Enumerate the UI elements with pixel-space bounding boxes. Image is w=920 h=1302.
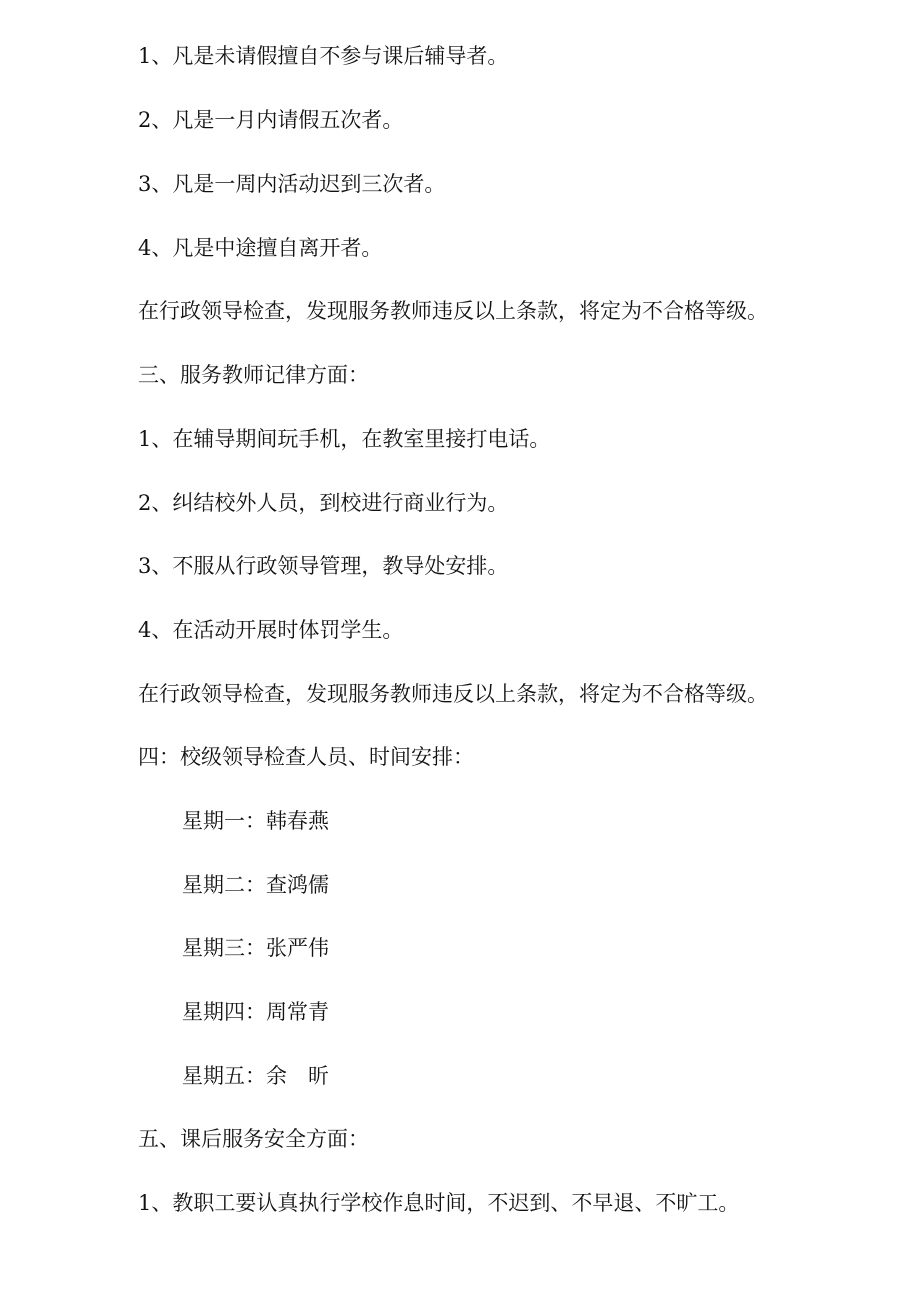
discipline-item-3: 3、不服从行政领导管理，教导处安排。 xyxy=(138,554,509,578)
schedule-tuesday: 星期二：查鸿儒 xyxy=(182,873,329,897)
schedule-friday: 星期五：余 昕 xyxy=(182,1064,329,1088)
schedule-wednesday: 星期三：张严伟 xyxy=(182,936,329,960)
rule-item-3-weekly-late: 3、凡是一周内活动迟到三次者。 xyxy=(138,172,446,196)
discipline-item-1: 1、在辅导期间玩手机，在教室里接打电话。 xyxy=(138,427,551,451)
section-heading-inspection-schedule: 四：校级领导检查人员、时间安排： xyxy=(138,745,474,769)
schedule-monday: 星期一：韩春燕 xyxy=(182,809,329,833)
conclusion-paragraph: 在行政领导检查，发现服务教师违反以上条款，将定为不合格等级。 xyxy=(138,299,768,323)
conclusion-paragraph-2: 在行政领导检查，发现服务教师违反以上条款，将定为不合格等级。 xyxy=(138,682,768,706)
rule-item-4-leaving-early: 4、凡是中途擅自离开者。 xyxy=(138,236,383,260)
rule-item-2-monthly-leave: 2、凡是一月内请假五次者。 xyxy=(138,108,404,132)
section-heading-safety: 五、课后服务安全方面： xyxy=(138,1127,369,1151)
safety-item-1: 1、教职工要认真执行学校作息时间，不迟到、不早退、不旷工。 xyxy=(138,1191,740,1215)
discipline-item-2: 2、纠结校外人员，到校进行商业行为。 xyxy=(138,491,509,515)
rule-item-1-unexcused-absence: 1、凡是未请假擅自不参与课后辅导者。 xyxy=(138,44,509,68)
discipline-item-4: 4、在活动开展时体罚学生。 xyxy=(138,618,404,642)
schedule-thursday: 星期四：周常青 xyxy=(182,1000,329,1024)
section-heading-discipline: 三、服务教师记律方面： xyxy=(138,363,369,387)
